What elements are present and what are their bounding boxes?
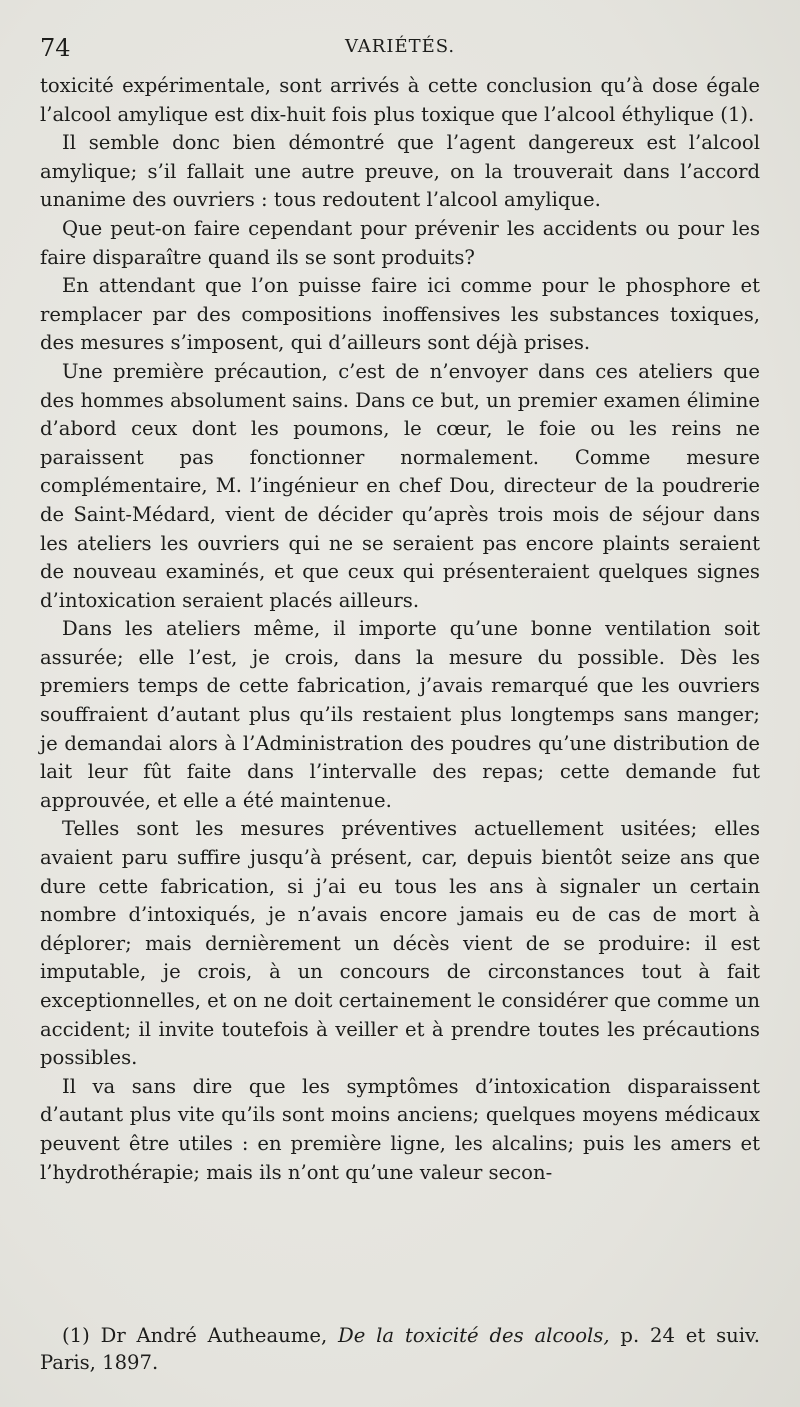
footnote bbox=[40, 1322, 760, 1376]
paragraph: Telles sont les mesures préventives actuellement usitées; elles avaient paru suffire jusqu’à présent, car, depuis bientôt seize ans que dure cette fabrication, si j’ai eu tous les ans à signaler un certain nombre d’intoxiqués, je n’avais encore jamais eu de cas de mort à déplorer; mais dernièrement un décès vient de se produire: il est imputable, je crois, à un concours de circonstances tout à fait exceptionnelles, et on ne doit certainement le considérer que comme un accident; il invite toutefois à veiller et à prendre toutes les précautions possibles. bbox=[40, 817, 761, 1070]
body-text bbox=[40, 72, 760, 1187]
footnote-marker: (1) bbox=[62, 1324, 90, 1347]
paragraph: Dans les ateliers même, il importe qu’une bonne ventilation soit assurée; elle l’est, je crois, dans la mesure du possible. Dès les premiers temps de cette fabrication, j’avais remarqué que les ouvriers souffraient d’autant plus qu’ils restaient plus longtemps sans manger; je demandai alors à l’Administration des poudres qu’une distribution de lait leur fût faite dans l’intervalle des repas; cette demande fut approuvée, et elle a été maintenue. bbox=[40, 617, 760, 812]
paragraph: Une première précaution, c’est de n’envoyer dans ces ateliers que des hommes absolument sains. Dans ce but, un premier examen élimine d’abord ceux dont les poumons, le cœur, le foie ou les reins ne paraissent pas fonctionner normalement. Comme mesure complémentaire, M. l’ingénieur en chef Dou, directeur de la poudrerie de Saint-Médard, vient de décider qu’après trois mois de séjour dans les ateliers les ouvriers qui ne se seraient pas encore plaints seraient de nouveau examinés, et que ceux qui présenteraient quelques signes d’intoxication seraient placés ailleurs. bbox=[40, 359, 760, 612]
running-title: VARIÉTÉS. bbox=[345, 36, 456, 57]
page-number: 74 bbox=[40, 34, 71, 62]
footnote-area bbox=[40, 1322, 760, 1376]
paragraph: En attendant que l’on puisse faire ici comme pour le phosphore et remplacer par des compositions inoffensives les substances toxiques, des mesures s’imposent, qui d’ailleurs sont déjà prises. bbox=[40, 274, 760, 355]
footnote-author: Dr André Autheaume, bbox=[100, 1324, 328, 1347]
paragraph: toxicité expérimentale, sont arrivés à cette conclusion qu’à dose égale l’alcool amylique est dix-huit fois plus toxique que l’alcool éthylique (1). bbox=[40, 74, 760, 126]
footnote-reference: p. 24 et suiv. Paris, 1897. bbox=[40, 1324, 761, 1374]
paragraph: Il semble donc bien démontré que l’agent dangereux est l’alcool amylique; s’il fallait une autre preuve, on la trouverait dans l’accord unanime des ouvriers : tous redoutent l’alcool amylique. bbox=[40, 131, 760, 212]
footnote-title: De la toxicité des alcools, bbox=[338, 1324, 610, 1347]
paragraph: Il va sans dire que les symptômes d’intoxication disparaissent d’autant plus vite qu’ils sont moins anciens; quelques moyens médicaux peuvent être utiles : en première ligne, les alcalins; puis les amers et l’hydrothérapie; mais ils n’ont qu’une valeur secon- bbox=[40, 1074, 760, 1184]
paragraph: Que peut-on faire cependant pour prévenir les accidents ou pour les faire disparaître quand ils se sont produits? bbox=[40, 216, 760, 269]
page-header bbox=[40, 34, 760, 64]
